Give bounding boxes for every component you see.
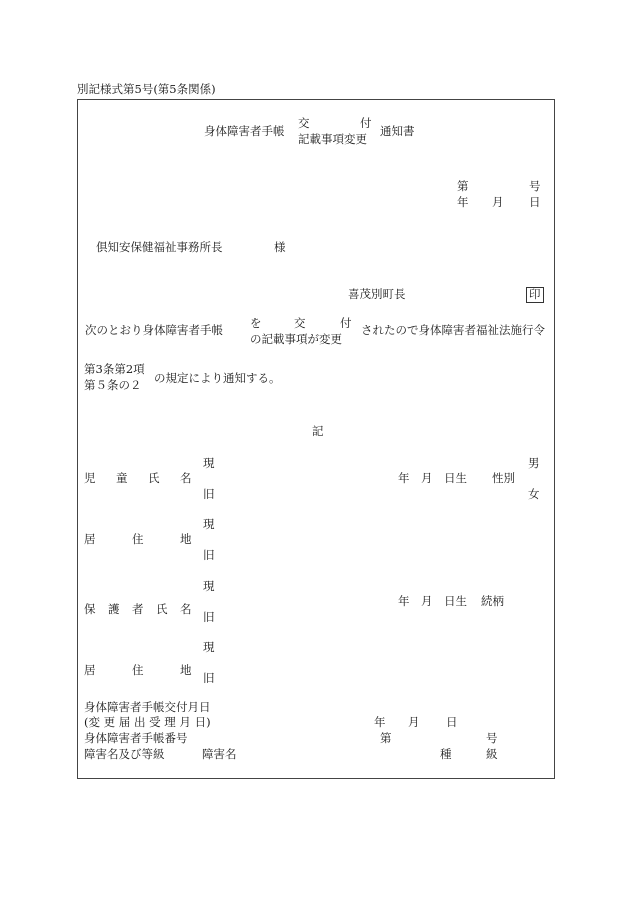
child-residence-label-1: 居 — [84, 532, 96, 546]
child-residence-label-3: 地 — [180, 532, 192, 546]
doc-number-dai: 第 — [457, 179, 469, 193]
guardian-label-5: 名 — [180, 602, 192, 616]
body-option-wo: を — [250, 316, 262, 330]
clause-b: 第５条の２ — [84, 378, 142, 392]
form-identifier: 別記様式第5号(第5条関係) — [77, 82, 216, 96]
child-name-label-3: 氏 — [148, 471, 160, 485]
guardian-residence-current: 現 — [203, 640, 215, 654]
guardian-birth-year: 年 — [398, 594, 410, 608]
child-birth-year: 年 — [398, 471, 410, 485]
body-lead: 次のとおり身体障害者手帳 — [85, 323, 223, 337]
date-day: 日 — [529, 195, 541, 209]
date-month: 月 — [492, 195, 504, 209]
child-name-label-1: 児 — [84, 471, 96, 485]
addressee-honorific: 様 — [274, 240, 286, 254]
issue-date-month: 月 — [408, 715, 420, 729]
guardian-label-4: 氏 — [156, 602, 168, 616]
number-go: 号 — [486, 731, 498, 745]
grade-suffix: 級 — [486, 747, 498, 761]
title-prefix: 身体障害者手帳 — [204, 124, 285, 138]
body-option-issue-1: 交 — [294, 316, 306, 330]
guardian-label-1: 保 — [84, 602, 96, 616]
date-year: 年 — [457, 195, 469, 209]
body-rest: されたので身体障害者福祉法施行令 — [361, 323, 545, 337]
body-option-issue-2: 付 — [340, 316, 352, 330]
title-option-issue-2: 付 — [360, 116, 372, 130]
sex-label: 性別 — [492, 471, 515, 485]
sex-male: 男 — [528, 456, 540, 470]
doc-number-go: 号 — [529, 179, 541, 193]
number-label: 身体障害者手帳番号 — [84, 731, 188, 745]
title-option-change: 記載事項変更 — [298, 132, 367, 146]
guardian-residence-label-3: 地 — [180, 663, 192, 677]
body-option-change: の記載事項が変更 — [250, 332, 342, 346]
form-frame — [77, 99, 555, 779]
guardian-old: 旧 — [203, 610, 215, 624]
change-date-label: (変 更 届 出 受 理 月 日) — [84, 715, 211, 729]
child-residence-label-2: 住 — [132, 532, 144, 546]
clause-a: 第3条第2項 — [84, 362, 145, 376]
title-option-issue-1: 交 — [298, 116, 310, 130]
issue-date-day: 日 — [446, 715, 458, 729]
issue-date-year: 年 — [374, 715, 386, 729]
relation-label: 続柄 — [481, 594, 504, 608]
grade-label: 障害名及び等級 — [84, 747, 165, 761]
addressee-name: 倶知安保健福祉事務所長 — [96, 240, 223, 254]
guardian-residence-old: 旧 — [203, 671, 215, 685]
child-current: 現 — [203, 456, 215, 470]
guardian-label-3: 者 — [132, 602, 144, 616]
child-residence-old: 旧 — [203, 548, 215, 562]
sex-female: 女 — [528, 487, 540, 501]
type-label: 種 — [440, 747, 452, 761]
child-old: 旧 — [203, 487, 215, 501]
guardian-birth-month: 月 — [421, 594, 433, 608]
child-birth-month: 月 — [421, 471, 433, 485]
ki-heading: 記 — [312, 424, 324, 438]
body-closing: の規定により通知する。 — [154, 371, 281, 385]
guardian-residence-label-2: 住 — [132, 663, 144, 677]
seal-mark: 印 — [526, 287, 544, 303]
guardian-residence-label-1: 居 — [84, 663, 96, 677]
title-suffix: 通知書 — [380, 124, 415, 138]
number-dai: 第 — [380, 731, 392, 745]
child-name-label-2: 童 — [116, 471, 128, 485]
guardian-label-2: 護 — [108, 602, 120, 616]
child-residence-current: 現 — [203, 517, 215, 531]
child-birth-day: 日生 — [444, 471, 467, 485]
issue-date-label: 身体障害者手帳交付月日 — [84, 700, 211, 714]
disability-name-label: 障害名 — [202, 747, 237, 761]
child-name-label-4: 名 — [180, 471, 192, 485]
guardian-current: 現 — [203, 579, 215, 593]
guardian-birth-day: 日生 — [444, 594, 467, 608]
issuer-name: 喜茂別町長 — [348, 287, 406, 301]
